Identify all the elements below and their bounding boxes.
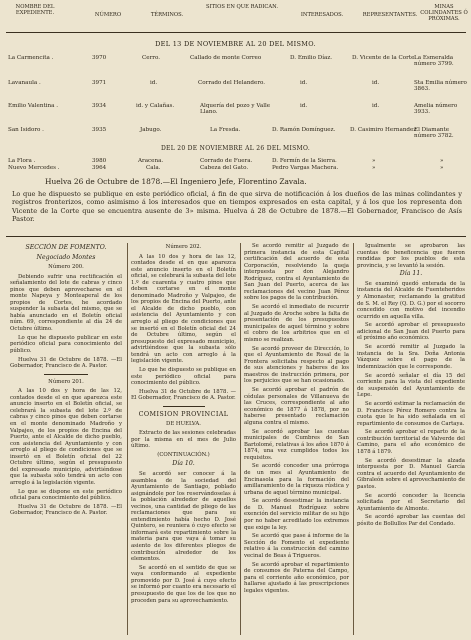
column-4 [357, 243, 465, 638]
table-row [0, 80, 471, 94]
header-minas: MINAS COLINDANTES Ó PRÓXIMAS. [420, 4, 468, 22]
row-representative: id. [372, 103, 380, 109]
section1-title: DEL 13 DE NOVIEMBRE AL 20 DEL MISMO. [155, 40, 316, 48]
row-number: 3971 [92, 80, 107, 86]
row-name: La Flora . [8, 158, 36, 164]
paragraph: Se acordó remitir al Juzgado de primera instancia de esta Capital certificación del acuerdo de esta Corporación, resolviendo la queja interpuesta por don Alejandro Rodríguez, contra el Ayuntamiento de San Juan del Puerto, acerca de las reclamaciones del vecino Juan Pérez sobre los pagos de la contribución. [244, 243, 349, 302]
day-heading: Día 10. [172, 460, 195, 468]
column-3 [244, 243, 349, 638]
row-interested: id. [300, 103, 308, 109]
paragraph: Se acordó ser conocer á la asamblea de la sociedad del Ayuntamiento de Santiago, poblado asignándole por los reservándoselas á la población alrededor de aquellos vecinos, una cantidad de pliego de las reclamaciones que para su entendimiento había hecho D. José Quintero, se reuniera ó cuyo efecto se informará este repartimiento sobre la materia para que vaya á tomar su asiento de los diferentes pliegos de contribución alrededor de los elementos. [131, 470, 236, 563]
commission-subheading: DE HUELVA. [166, 420, 201, 427]
publication-notice: Lo que he dispuesto se publique en este periódico oficial, á fin de que sirva de notificación á los dueños de las minas colindantes y registros fronterizos, como asimismo á los interesados que en tiempos expresados en esta capital, y á los que los representa don Vicente de la Corte que se encuentra ausente de 3» misma. Huelva á 28 de Octubre de 1878.—El Gobernador, Francisco de Asís Pastor. [12, 190, 462, 224]
signature-line: Huelva 26 de Octubre de 1878.—El Ingeniero Jefe, Florentino Zavala. [45, 177, 307, 186]
paragraph: Se acordó desestimar la instancia de D. Manuel Rodríguez sobre exención del servicio militar de su hijo por no haber acreditado los extremos que exige la ley. [244, 498, 349, 531]
row-mine: La Esmeralda número 3799. [414, 55, 454, 68]
table-row [0, 103, 471, 117]
row-name: La Carmencita . [8, 55, 54, 61]
column-divider [240, 243, 241, 635]
header-interesados: INTERESADOS. [300, 12, 344, 18]
divider [44, 374, 89, 375]
section2-title: DEL 20 DE NOVIEMBRE AL 26 DEL MISMO. [160, 145, 311, 152]
paragraph: Se acordó proveer de Dirección, lo que el Ayuntamiento de Rosal de la Frontera solicitaba respecto al pago de sus atenciones y haberes de los maestros de instrucción primera, por los perjuicios que se han ocasionado. [244, 345, 349, 385]
row-mine: Sta Emilia número 3863. [414, 80, 467, 93]
paragraph: Huelva 31 de Octubre de 1878. —El Gobernador, Francisco de A. Pastor. [131, 388, 236, 402]
paragraph: Se acordó aprobar las cuentas municipales de Cumbres de San Bartolomé, relativas á los años 1870 á 1874, una vez cumplidos todos los requisitos. [244, 428, 349, 461]
subsection-heading: Negociado Montes [36, 253, 96, 261]
row-term: Cala. [146, 165, 161, 171]
paragraph: Lo que he dispuesto publicar en este periódico oficial para conocimiento del público. [10, 334, 122, 354]
row-term: Aracena. [138, 158, 164, 164]
number-heading: Número 201. [48, 378, 84, 385]
row-interested: Pedro Vargas Machera. [272, 165, 339, 171]
column-divider [127, 243, 128, 635]
columns-rule [6, 236, 466, 237]
row-representative: » [372, 165, 376, 171]
header-representantes: REPRESENTANTES. [362, 12, 418, 18]
paragraph: Se acordó aprobar el repartimiento de consumos de Paterna del Campo, para el corriente año económico, por hallarse ajustado á las prescripciones legales vigentes. [244, 561, 349, 594]
commission-heading: COMISION PROVINCIAL [138, 409, 229, 418]
row-term: id. [150, 80, 158, 86]
row-mine: » [440, 158, 444, 164]
paragraph: Se acordó que pase á informe de la Sección de Fomento el expediente relativo á la construcción del camino vecinal de Beas á Trigueros. [244, 533, 349, 559]
paragraph: Se acordó desestimar la alzada interpuesta por D. Manuel García contra el acuerdo del Ayuntamiento de Gibraleón sobre el aprovechamiento de pastos. [357, 457, 465, 490]
column-2 [131, 243, 236, 638]
row-site: Corrado del Helandero. [198, 80, 266, 86]
row-interested: D. Fermín de la Sierra. [272, 158, 337, 164]
column-divider [353, 243, 354, 635]
paragraph: Se acordó señalar el día 15 del corriente para la vista del expediente de suspensión del Ayuntamiento de Lepe. [357, 372, 465, 399]
paragraph: Se acordó aprobar las cuentas del pósito de Bollullos Par del Condado. [357, 514, 465, 528]
row-site: Alquería del pozo y Valle Llano. [200, 103, 271, 116]
row-mine: » [440, 165, 444, 171]
row-term: Cerro. [142, 55, 160, 61]
paragraph: Se acordó remitir al Juzgado la instancia de la Sra. Doña Antonia Vázquez sobre el pago de la indemnización que le corresponde. [357, 344, 465, 370]
paragraph: Extracto de las sesiones celebradas por la misma en el mes de Julio último. [131, 430, 236, 450]
paragraph: Se acordó aprobar el presupuesto adicional de San Juan del Puerto para el próximo año económico. [357, 322, 465, 342]
continuation-heading: (CONTINUACIÓN.) [157, 451, 210, 458]
row-representative: D. Casimiro Hernandez [350, 127, 417, 133]
divider [163, 406, 205, 407]
row-site: La Fresda. [210, 127, 241, 133]
number-heading: Número 202. [165, 244, 202, 250]
header-expediente: NOMBRE DEL EXPEDIENTE. [15, 4, 55, 16]
paragraph: Se acordó conceder la licencia solicitada por el Secretario del Ayuntamiento de Almonte. [357, 492, 465, 512]
row-name: Emilio Valentina . [8, 103, 58, 109]
section-heading: SECCIÓN DE FOMENTO. [25, 244, 107, 251]
row-number: 3964 [92, 165, 107, 171]
row-number: 3980 [92, 158, 107, 164]
row-interested: id. [300, 80, 308, 86]
row-number: 3934 [92, 103, 107, 109]
paragraph: A las 10 dos y hora de las 12, contados desde el en que aparezca este anuncio inserto en el Boletín oficial, se celebrará la subasta del lote 1.º de cuarenta y cuatro pinos que deben cortarse en el monte denominado Madroño y Valpajeo, de los propios de Encina del Puerto, ante el Alcalde de dicho pueblo, con asistencia del Ayuntamiento y con arreglo al pliego de condiciones que se insertó en el Boletín oficial del 24 de Octubre último, según el presupuesto del expresado municipio, advirtiéndose que la subasta sólo tendrá un acto con arreglo á la legislación vigente. [131, 253, 236, 365]
paragraph: Se acordó aprobar el padrón de cédulas personales de Villanueva de las Cruces, correspondiente al año económico de 1877 á 1878, por no haberse presentado reclamación alguna contra el mismo. [244, 387, 349, 426]
row-number: 3970 [92, 55, 107, 61]
paragraph: Huelva 31 de Octubre de 1878. —El Gobernador, Francisco de A. Pastor. [10, 503, 122, 517]
row-interested: D. Ramón Domínguez. [272, 127, 336, 133]
row-mine: Amelia número 3933. [414, 103, 458, 116]
day-heading: Día 11. [399, 270, 423, 278]
row-representative: id. [372, 80, 380, 86]
table-header [6, 4, 468, 30]
header-numero: NÚMERO [94, 12, 122, 18]
row-representative: D. Vicente de la Corte. [352, 55, 417, 61]
paragraph: Igualmente se aprobaron las cuentas de beneficencia que fueron rendidas por los pueblos de esta provincia, y se levantó la sesión. [357, 243, 465, 269]
paragraph: Lo que se dispone en este periódico oficial para conocimiento del público. [10, 488, 122, 502]
paragraph: Se acordó conceder una prórroga de un mes al Ayuntamiento de Encinasola para la formación del amillaramiento de la riqueza rústica y urbana de aquel término municipal. [244, 463, 349, 496]
paragraph: Se acordó el inmediato de recurrir al Juzgado de Aroche sobre la falta de presentación de los presupuestos municipales de aquel término y sobre el cobro de los arbitrios que en el mismo se realizan. [244, 304, 349, 343]
paragraph: A las 10 dos y hora de las 12, contados desde el en que aparezca este anuncio inserto en el Boletín oficial, se celebrará la subasta del lote 2.º de cabras y cinco pinos que deben cortarse en el monte denominado Madroño y Valpajeo, de los propios de Encina del Puerto, ante el Alcalde de dicho pueblo, con asistencia del Ayuntamiento y con arreglo al pliego de condiciones que se insertó en el Boletín oficial del 22 Octubre último, según el presupuesto del expresado municipio, advirtiéndose que la subasta sólo tendrá un acto con arreglo á la legislación vigente. [10, 388, 122, 486]
paragraph: Lo que he dispuesto se publique en este periódico oficial para conocimiento del público. [131, 367, 236, 387]
paragraph: Debiendo sufrir una rectificación el señalamiento del lote de cabras y cinco pinos que deben aprovecharse en el monte Napeya y Monteaperal de los propios de Cortes, he acordado suspender la subasta del mismo, que se había anunciado en el Boletín oficial núm. 69, correspondiente al día 24 de Octubre último. [10, 273, 122, 333]
header-sitios: SITIOS EN QUE RADICAN. [205, 4, 279, 10]
header-rule [6, 32, 466, 33]
paragraph: Se acordó en el sentido de que se vaya conformando al expediente promovido por D. José á cuyo efecto se informó por cuanto era necesario el presupuesto de que los de los que no proceden para su aprovechamiento. [131, 564, 236, 604]
row-representative: » [372, 158, 376, 164]
number-heading: Número 200. [48, 264, 84, 271]
table-row [0, 55, 471, 69]
row-interested: D. Emilio Díaz. [290, 55, 333, 61]
row-term: Jabugo. [140, 127, 162, 133]
row-term: id. y Calañas. [136, 103, 175, 109]
row-site: Corrado de Fuera. [200, 158, 253, 164]
row-name: Nuevo Mercedes . [8, 165, 60, 171]
row-name: San Isidoro . [8, 127, 44, 133]
table-row [0, 127, 471, 141]
row-site: Cabeza del Gato. [200, 165, 249, 171]
column-1 [10, 243, 122, 638]
paragraph: Se examinó quedó enterada de la instancia del Alcalde de Fuenteheridos y Almonaster, reclamando la gratitud de S. M. el Rey (Q. D. G.) por el socorro concedido con motivo del incendio ocurrido en aquella villa. [357, 280, 465, 320]
header-terminos: TÉRMINOS. [150, 12, 184, 18]
paragraph: Se acordó estimar la reclamación de D. Francisco Pérez Romero contra la cuota que le ha sido señalada en el repartimiento de consumos de Cartaya. [357, 400, 465, 427]
row-site: Callado de monte Correo [190, 55, 262, 61]
paragraph: Huelva 31 de Octubre de 1878. —El Gobernador, Francisco de A. Pastor. [10, 356, 122, 370]
row-number: 3935 [92, 127, 107, 133]
row-mine: El Diamante número 3782. [414, 127, 454, 140]
row-name: Lavanaula . [8, 80, 41, 86]
paragraph: Se acordó aprobar el reparto de la contribución territorial de Valverde del Camino, para el año económico de 1878 á 1879. [357, 429, 465, 455]
